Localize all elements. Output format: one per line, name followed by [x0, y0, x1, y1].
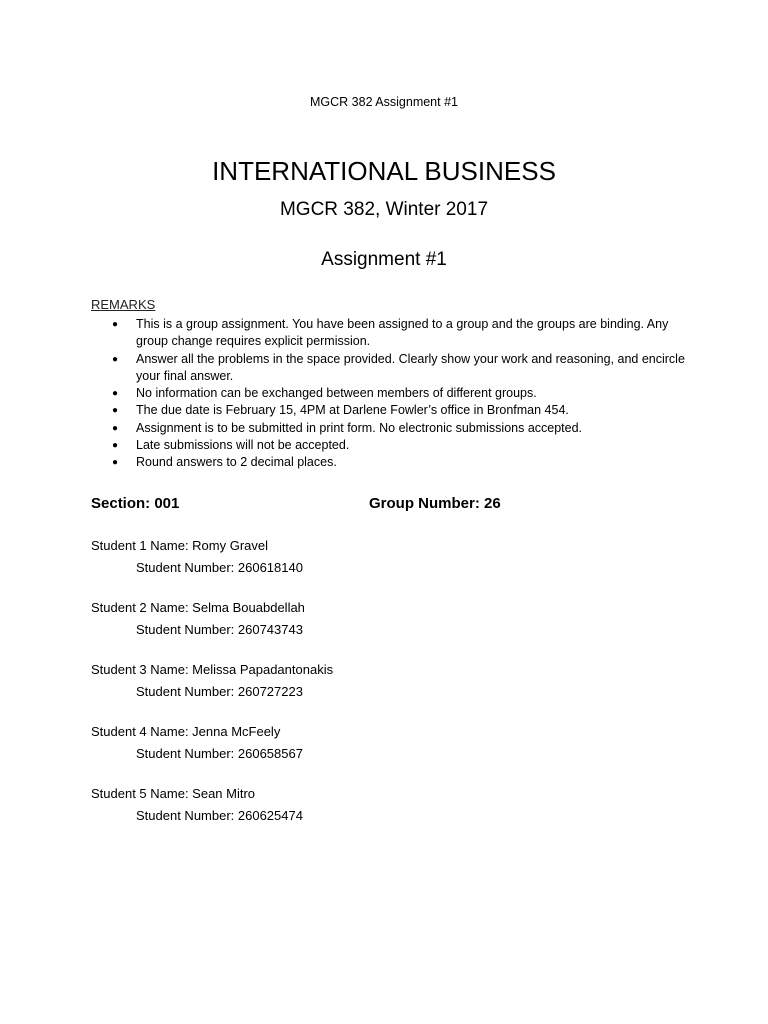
- bullet-icon: ●: [112, 353, 119, 365]
- remark-text: Assignment is to be submitted in print form. No electronic submissions accepted.: [136, 420, 583, 435]
- student-entry-1: [91, 535, 691, 579]
- assignment-title: Assignment #1: [321, 249, 447, 270]
- student-number: Student Number: 260625474: [136, 808, 303, 823]
- remark-text: No information can be exchanged between members of different groups.: [136, 386, 537, 401]
- remark-item: [91, 420, 691, 437]
- remarks-heading: REMARKS: [91, 297, 156, 312]
- remark-item: [91, 351, 691, 386]
- student-entry-5: [91, 783, 691, 827]
- remark-item: [91, 316, 691, 351]
- student-name: Student 3 Name: Melissa Papadantonakis: [91, 662, 334, 677]
- bullet-icon: ●: [112, 440, 119, 452]
- remark-item: [91, 437, 691, 454]
- student-entry-4: [91, 721, 691, 765]
- document-title: INTERNATIONAL BUSINESS: [212, 156, 556, 186]
- student-name: Student 1 Name: Romy Gravel: [91, 538, 269, 553]
- bullet-icon: ●: [112, 388, 119, 400]
- remark-item: [91, 454, 691, 471]
- student-name: Student 2 Name: Selma Bouabdellah: [91, 600, 305, 615]
- bullet-icon: ●: [112, 405, 119, 417]
- remark-text: This is a group assignment. You have been assigned to a group and the groups are binding. Any group change requires explicit permission.: [136, 317, 669, 349]
- running-header: MGCR 382 Assignment #1: [310, 95, 458, 109]
- remark-text: Late submissions will not be accepted.: [136, 438, 350, 453]
- bullet-icon: ●: [112, 457, 119, 469]
- student-entry-3: [91, 659, 691, 703]
- remark-text: Round answers to 2 decimal places.: [136, 455, 337, 470]
- bullet-icon: ●: [112, 319, 119, 330]
- section-label: Section: 001: [91, 495, 180, 512]
- student-entry-2: [91, 597, 691, 641]
- student-name: Student 4 Name: Jenna McFeely: [91, 724, 281, 739]
- bullet-icon: ●: [112, 422, 119, 434]
- student-number: Student Number: 260658567: [136, 746, 303, 761]
- remark-item: [91, 385, 691, 402]
- group-number-label: Group Number: 26: [369, 495, 501, 512]
- remarks-list: [91, 316, 691, 472]
- student-number: Student Number: 260618140: [136, 560, 303, 575]
- student-number: Student Number: 260727223: [136, 684, 303, 699]
- student-name: Student 5 Name: Sean Mitro: [91, 786, 256, 801]
- course-term: MGCR 382, Winter 2017: [279, 199, 489, 220]
- remark-text: Answer all the problems in the space provided. Clearly show your work and reasoning, and encircle your final answer.: [136, 351, 685, 383]
- remark-text: The due date is February 15, 4PM at Darlene Fowler’s office in Bronfman 454.: [136, 403, 569, 418]
- remark-item: [91, 402, 691, 419]
- student-number: Student Number: 260743743: [136, 622, 303, 637]
